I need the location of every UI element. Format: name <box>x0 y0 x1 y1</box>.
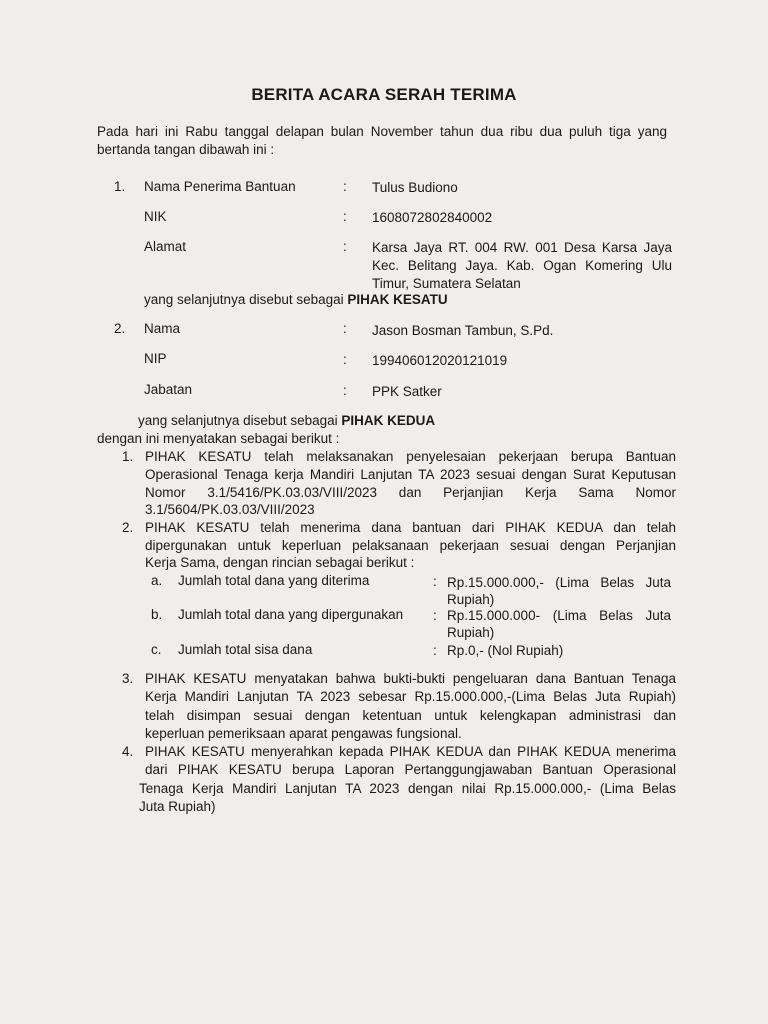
party1-designation-role: PIHAK KESATU <box>347 292 448 307</box>
party1-address-line-2: Kec. Belitang Jaya. Kab. Ogan Komering Ulu <box>372 258 672 273</box>
document-title: BERITA ACARA SERAH TERIMA <box>251 85 517 104</box>
point-1-line: Nomor 3.1/5416/PK.03.03/VIII/2023 dan Perjanjian Kerja Sama Nomor <box>145 485 676 500</box>
party1-name-label: Nama Penerima Bantuan <box>144 179 296 194</box>
point-1-line: PIHAK KESATU telah melaksanakan penyelesaian pekerjaan berupa Bantuan <box>145 449 676 464</box>
party1-address-colon: : <box>343 239 347 254</box>
party2-position-label: Jabatan <box>144 382 193 397</box>
party1-designation <box>144 291 448 308</box>
party2-designation-text: yang selanjutnya disebut sebagai <box>138 413 342 428</box>
party2-position-value: PPK Satker <box>372 384 442 399</box>
point-3-line: keperluan pemeriksaan aparat pengawas fungsional. <box>145 726 462 741</box>
point-2-line: dipergunakan untuk keperluan pelaksanaan pekerjaan sesuai dengan Perjanjian <box>145 538 676 553</box>
sub-item-a-colon: : <box>433 574 437 589</box>
sub-item-b-label: Jumlah total dana yang dipergunakan <box>178 607 404 622</box>
intro-line-2: bertanda tangan dibawah ini : <box>97 142 275 157</box>
sub-item-a-label: Jumlah total dana yang diterima <box>178 573 370 588</box>
party2-nip-value: 199406012020121019 <box>372 353 508 368</box>
party2-number: 2. <box>114 321 126 336</box>
party2-designation-role: PIHAK KEDUA <box>341 413 436 428</box>
sub-item-a-value: Rp.15.000.000,- (Lima Belas Juta <box>447 575 671 590</box>
point-3-number: 3. <box>122 671 134 686</box>
point-1-number: 1. <box>122 449 134 464</box>
party1-name-value: Tulus Budiono <box>372 180 458 195</box>
sub-item-b-value: Rupiah) <box>447 625 495 640</box>
party1-address-label: Alamat <box>144 239 187 254</box>
party2-name-value: Jason Bosman Tambun, S.Pd. <box>372 323 554 338</box>
sub-item-b-letter: b. <box>151 607 163 622</box>
party1-designation-text: yang selanjutnya disebut sebagai <box>144 292 348 307</box>
point-1-line: Operasional Tenaga kerja Mandiri Lanjutan TA 2023 sesuai dengan Surat Keputusan <box>145 467 676 482</box>
point-3-line: PIHAK KESATU menyatakan bahwa bukti-bukti pengeluaran dana Bantuan Tenaga <box>145 671 676 686</box>
sub-item-a-letter: a. <box>151 573 163 588</box>
point-4-line: Juta Rupiah) <box>139 799 216 814</box>
party1-nik-value: 1608072802840002 <box>372 210 493 225</box>
party1-address-line-3: Timur, Sumatera Selatan <box>372 276 521 291</box>
sub-item-c-value: Rp.0,- (Nol Rupiah) <box>447 643 564 658</box>
party2-name-colon: : <box>343 321 347 336</box>
statement-intro: dengan ini menyatakan sebagai berikut : <box>97 431 340 446</box>
sub-item-a-value: Rupiah) <box>447 592 495 607</box>
party1-nik-label: NIK <box>144 209 167 224</box>
sub-item-c-label: Jumlah total sisa dana <box>178 642 313 657</box>
sub-item-c-letter: c. <box>151 642 162 657</box>
point-2-line: Kerja Sama, dengan rincian sebagai berikut : <box>145 555 415 570</box>
point-2-line: PIHAK KESATU telah menerima dana bantuan dari PIHAK KEDUA dan telah <box>145 520 676 535</box>
point-4-line: Tenaga Kerja Mandiri Lanjutan TA 2023 dengan nilai Rp.15.000.000,- (Lima Belas <box>139 781 676 796</box>
point-2-number: 2. <box>122 520 134 535</box>
point-4-line: dari PIHAK KESATU berupa Laporan Pertanggungjawaban Bantuan Operasional <box>145 762 676 777</box>
point-4-number: 4. <box>122 744 134 759</box>
sub-item-b-value: Rp.15.000.000- (Lima Belas Juta <box>447 608 671 623</box>
sub-item-c-colon: : <box>433 643 437 658</box>
party1-number: 1. <box>114 179 126 194</box>
point-1-line: 3.1/5604/PK.03.03/VIII/2023 <box>145 502 315 517</box>
party2-nip-colon: : <box>343 352 347 367</box>
party1-address-line-1: Karsa Jaya RT. 004 RW. 001 Desa Karsa Jaya <box>372 240 672 255</box>
party1-name-colon: : <box>343 179 347 194</box>
sub-item-b-colon: : <box>433 608 437 623</box>
intro-line-1: Pada hari ini Rabu tanggal delapan bulan November tahun dua ribu dua puluh tiga yang <box>97 124 667 139</box>
party2-designation <box>138 412 435 429</box>
party1-nik-colon: : <box>343 209 347 224</box>
point-4-line: PIHAK KESATU menyerahkan kepada PIHAK KEDUA dan PIHAK KEDUA menerima <box>145 744 676 759</box>
point-3-line: telah disimpan sesuai dengan ketentuan untuk kelengkapan administrasi dan <box>145 708 676 723</box>
party2-name-label: Nama <box>144 321 181 336</box>
point-3-line: Kerja Mandiri Lanjutan TA 2023 sebesar Rp.15.000.000,-(Lima Belas Juta Rupiah) <box>145 689 676 704</box>
party2-position-colon: : <box>343 383 347 398</box>
party2-nip-label: NIP <box>144 351 167 366</box>
